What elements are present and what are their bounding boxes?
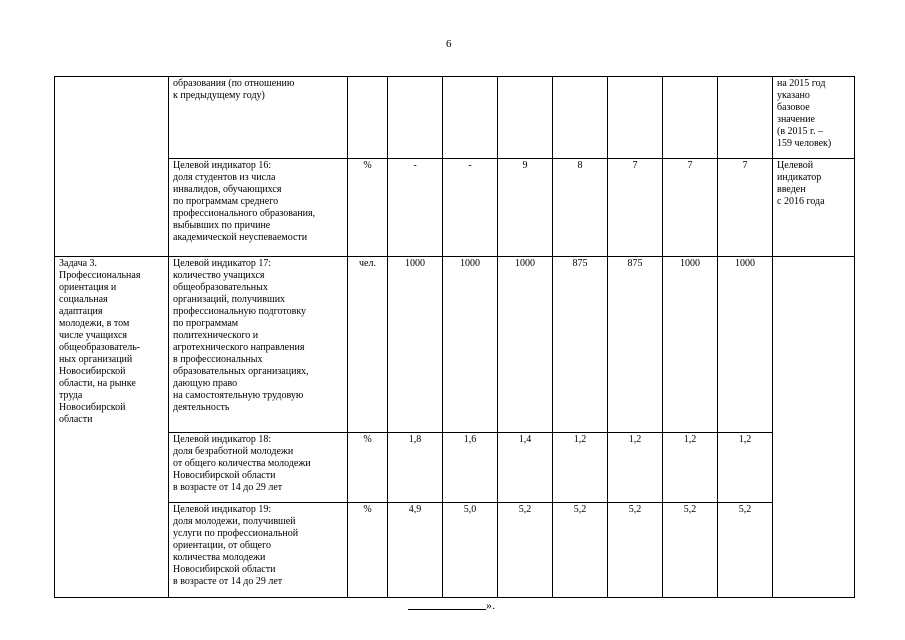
value-cell: 5,2: [553, 503, 608, 598]
task-cell: [55, 77, 169, 257]
unit-cell: %: [348, 159, 388, 257]
value-cell: [388, 77, 443, 159]
note-cell: Целевой индикатор введен с 2016 года: [773, 159, 855, 257]
closing-line: [408, 597, 486, 610]
table-row: [55, 77, 855, 159]
value-cell: 5,2: [718, 503, 773, 598]
page-number: 6: [446, 38, 452, 50]
value-cell: 5,0: [443, 503, 498, 598]
value-cell: 1000: [443, 257, 498, 433]
note-cell: [773, 257, 855, 598]
unit-cell: чел.: [348, 257, 388, 433]
value-cell: 1,2: [608, 433, 663, 503]
value-cell: -: [443, 159, 498, 257]
value-cell: [663, 77, 718, 159]
value-cell: 7: [718, 159, 773, 257]
table-row: [55, 159, 855, 257]
value-cell: [443, 77, 498, 159]
indicator-cell: образования (по отношению к предыдущему году): [169, 77, 348, 159]
value-cell: 875: [553, 257, 608, 433]
table-row: [55, 503, 855, 598]
value-cell: 1,6: [443, 433, 498, 503]
value-cell: 1000: [498, 257, 553, 433]
indicator-cell: Целевой индикатор 18: доля безработной молодежи от общего количества молодежи Новосибирской области в возрасте от 14 до 29 лет: [169, 433, 348, 503]
value-cell: 1,8: [388, 433, 443, 503]
value-cell: 5,2: [608, 503, 663, 598]
table-row: [55, 257, 855, 433]
value-cell: -: [388, 159, 443, 257]
value-cell: [553, 77, 608, 159]
value-cell: 1000: [388, 257, 443, 433]
value-cell: 4,9: [388, 503, 443, 598]
value-cell: 5,2: [663, 503, 718, 598]
value-cell: 7: [663, 159, 718, 257]
unit-cell: %: [348, 503, 388, 598]
table-row: [55, 433, 855, 503]
indicator-cell: Целевой индикатор 16: доля студентов из числа инвалидов, обучающихся по программам среднего профессионального образования, выбывших по причине академической неуспеваемости: [169, 159, 348, 257]
unit-cell: [348, 77, 388, 159]
value-cell: 1,2: [553, 433, 608, 503]
value-cell: [498, 77, 553, 159]
value-cell: [608, 77, 663, 159]
value-cell: 7: [608, 159, 663, 257]
value-cell: 1000: [718, 257, 773, 433]
task-cell: Задача 3. Профессиональная ориентация и социальная адаптация молодежи, в том числе учащихся общеобразователь- ных организаций Новосибирской области, на рынке труда Новосибирской области: [55, 257, 169, 598]
indicator-cell: Целевой индикатор 19: доля молодежи, получившей услуги по профессиональной ориентации, от общего количества молодежи Новосибирской области в возрасте от 14 до 29 лет: [169, 503, 348, 598]
value-cell: 8: [553, 159, 608, 257]
value-cell: 5,2: [498, 503, 553, 598]
value-cell: 1,2: [663, 433, 718, 503]
value-cell: 1,2: [718, 433, 773, 503]
unit-cell: %: [348, 433, 388, 503]
closing-quote: ».: [486, 598, 495, 612]
value-cell: 1000: [663, 257, 718, 433]
value-cell: 875: [608, 257, 663, 433]
note-cell: на 2015 год указано базовое значение (в 2015 г. – 159 человек): [773, 77, 855, 159]
indicator-cell: Целевой индикатор 17: количество учащихся общеобразовательных организаций, получивших профессиональную подготовку по программам политехнического и агротехнического направления в профессиональных образовательных организациях, дающую право на самостоятельную трудовую деятельность: [169, 257, 348, 433]
value-cell: 9: [498, 159, 553, 257]
value-cell: [718, 77, 773, 159]
indicators-table: [54, 76, 855, 598]
value-cell: 1,4: [498, 433, 553, 503]
